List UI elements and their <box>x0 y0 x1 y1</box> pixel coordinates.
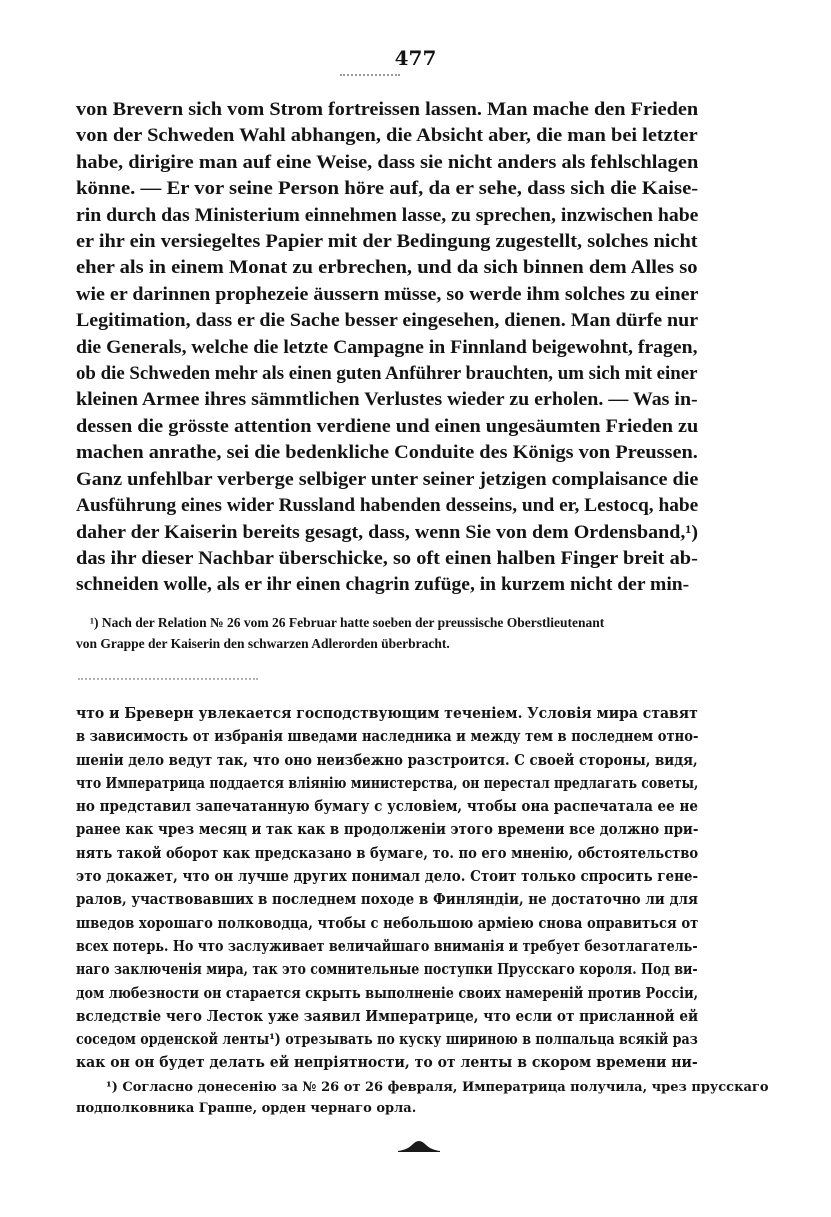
printer-ornament-icon <box>397 1139 441 1153</box>
text-line: schneiden wolle, als er ihr einen chagrin zufüge, in kurzem nicht der min- <box>76 574 690 596</box>
text-line: er ihr ein versiegeltes Papier mit der Bedingung zugestellt, solches nicht <box>76 231 698 253</box>
text-line: eher als in einem Monat zu erbrechen, und da sich binnen dem Alles so <box>76 257 698 279</box>
text-line: daher der Kaiserin bereits gesagt, dass, wenn Sie von dem Ordensband,¹) <box>76 521 699 543</box>
german-body-text <box>76 97 698 599</box>
text-line: das ihr dieser Nachbar überschicke, so oft einen halben Finger breit ab- <box>76 547 698 569</box>
text-line: von der Schweden Wahl abhangen, die Absicht aber, die man bei letzter <box>76 125 698 147</box>
page-number: 477 <box>394 46 437 70</box>
russian-footnote <box>76 1077 769 1119</box>
text-line: соседом орденской ленты¹) отрезывать по куску шириною в полпальца всякiй раз <box>76 1031 698 1049</box>
text-line: Legitimation, dass er die Sache besser eingesehen, dienen. Man dürfe nur <box>76 310 699 332</box>
text-line: но представил запечатанную бумагу с условiем, чтобы она распечатала ее не <box>76 798 698 816</box>
text-line: вследствiе чего Лесток уже заявил Императрице, что если от присланной ей <box>76 1007 699 1025</box>
text-line: наго заключенiя мира, так это сомнительные поступки Прусскаго короля. Под ви- <box>76 961 698 979</box>
text-line: всех потерь. Но что заслуживает величайшаго вниманiя и требует безотлагатель- <box>76 937 698 955</box>
footnote-line: ¹) Nach der Relation № 26 vom 26 Februar hatte soeben der preussische Oberstlieutenant <box>90 615 605 630</box>
text-line: könne. — Er vor seine Person höre auf, da er sehe, dass sich die Kaise- <box>76 178 699 200</box>
footnote-line: подполковника Граппе, орден чернаго орла. <box>76 1101 417 1116</box>
text-line: ралов, участвовавших в последнем походе в Финляндiи, не достаточно ли для <box>76 891 698 909</box>
text-line: что и Бреверн увлекается господствующим теченiем. Условiя мира ставят <box>76 705 698 722</box>
text-line: Ausführung eines wider Russland habenden desseins, und er, Lestocq, habe <box>76 495 699 517</box>
footnote-line: von Grappe der Kaiserin den schwarzen Adlerorden überbracht. <box>76 636 450 651</box>
text-line: kleinen Armee ihres sämmtlichen Verlustes wieder zu erholen. — Was in- <box>76 389 698 411</box>
text-line: шведов хорошаго полководца, чтобы с небольшою армiею снова оправиться от <box>76 914 699 932</box>
text-line: в зависимость от избранiя шведами наследника и между тем в последнем отно- <box>76 728 699 746</box>
text-line: habe, dirigire man auf eine Weise, dass sie nicht anders als fehlschlagen <box>76 151 699 173</box>
text-line: Ganz unfehlbar verberge selbiger unter seiner jetzigen complaisance die <box>76 468 699 490</box>
text-line: machen anrathe, sei die bedenkliche Conduite des Königs von Preussen. <box>76 442 698 464</box>
text-line: von Brevern sich vom Strom fortreissen lassen. Man mache den Frieden <box>76 99 699 120</box>
text-line: dessen die grösste attention verdiene und einen ungesäumten Frieden zu <box>76 415 699 437</box>
text-line: что Императрица поддается влiянiю министерства, он перестал предлагать советы, <box>76 774 699 792</box>
text-line: ob die Schweden mehr als einen guten Anführer brauchten, um sich mit einer <box>76 363 698 385</box>
text-line: дом любезности он старается скрыть выполненiе своих намеренiй против Россiи, <box>76 984 699 1002</box>
text-line: ранее как чрез месяц и так как в продолженiи этого времени все должно при- <box>76 821 699 839</box>
page-number-rule <box>340 74 400 76</box>
text-line: это докажет, что он лучше других понимал дело. Стоит только спросить гене- <box>76 868 699 886</box>
russian-body-text <box>76 702 698 1075</box>
text-line: wie er darinnen prophezeie äussern müsse, so werde ihm solches zu einer <box>76 283 699 305</box>
text-line: нять такой оборот как предсказано в бумаге, то. по его мненiю, обстоятельство <box>76 844 699 862</box>
german-footnote <box>76 612 698 654</box>
footnote-line: ¹) Согласно донесенiю за № 26 от 26 февраля, Императрица получила, чрез прусскаго <box>106 1080 769 1095</box>
text-line: шенiи дело ведут так, что оно неизбежно разстроится. С своей стороны, видя, <box>76 751 698 769</box>
text-line: die Generals, welche die letzte Campagne in Finnland beigewohnt, fragen, <box>76 336 698 358</box>
section-separator <box>78 678 258 680</box>
text-line: rin durch das Ministerium einnehmen lasse, zu sprechen, inzwischen habe <box>76 204 699 226</box>
text-line: как он он будет делать ей непрiятности, то от ленты в скором времени ни- <box>76 1054 698 1072</box>
